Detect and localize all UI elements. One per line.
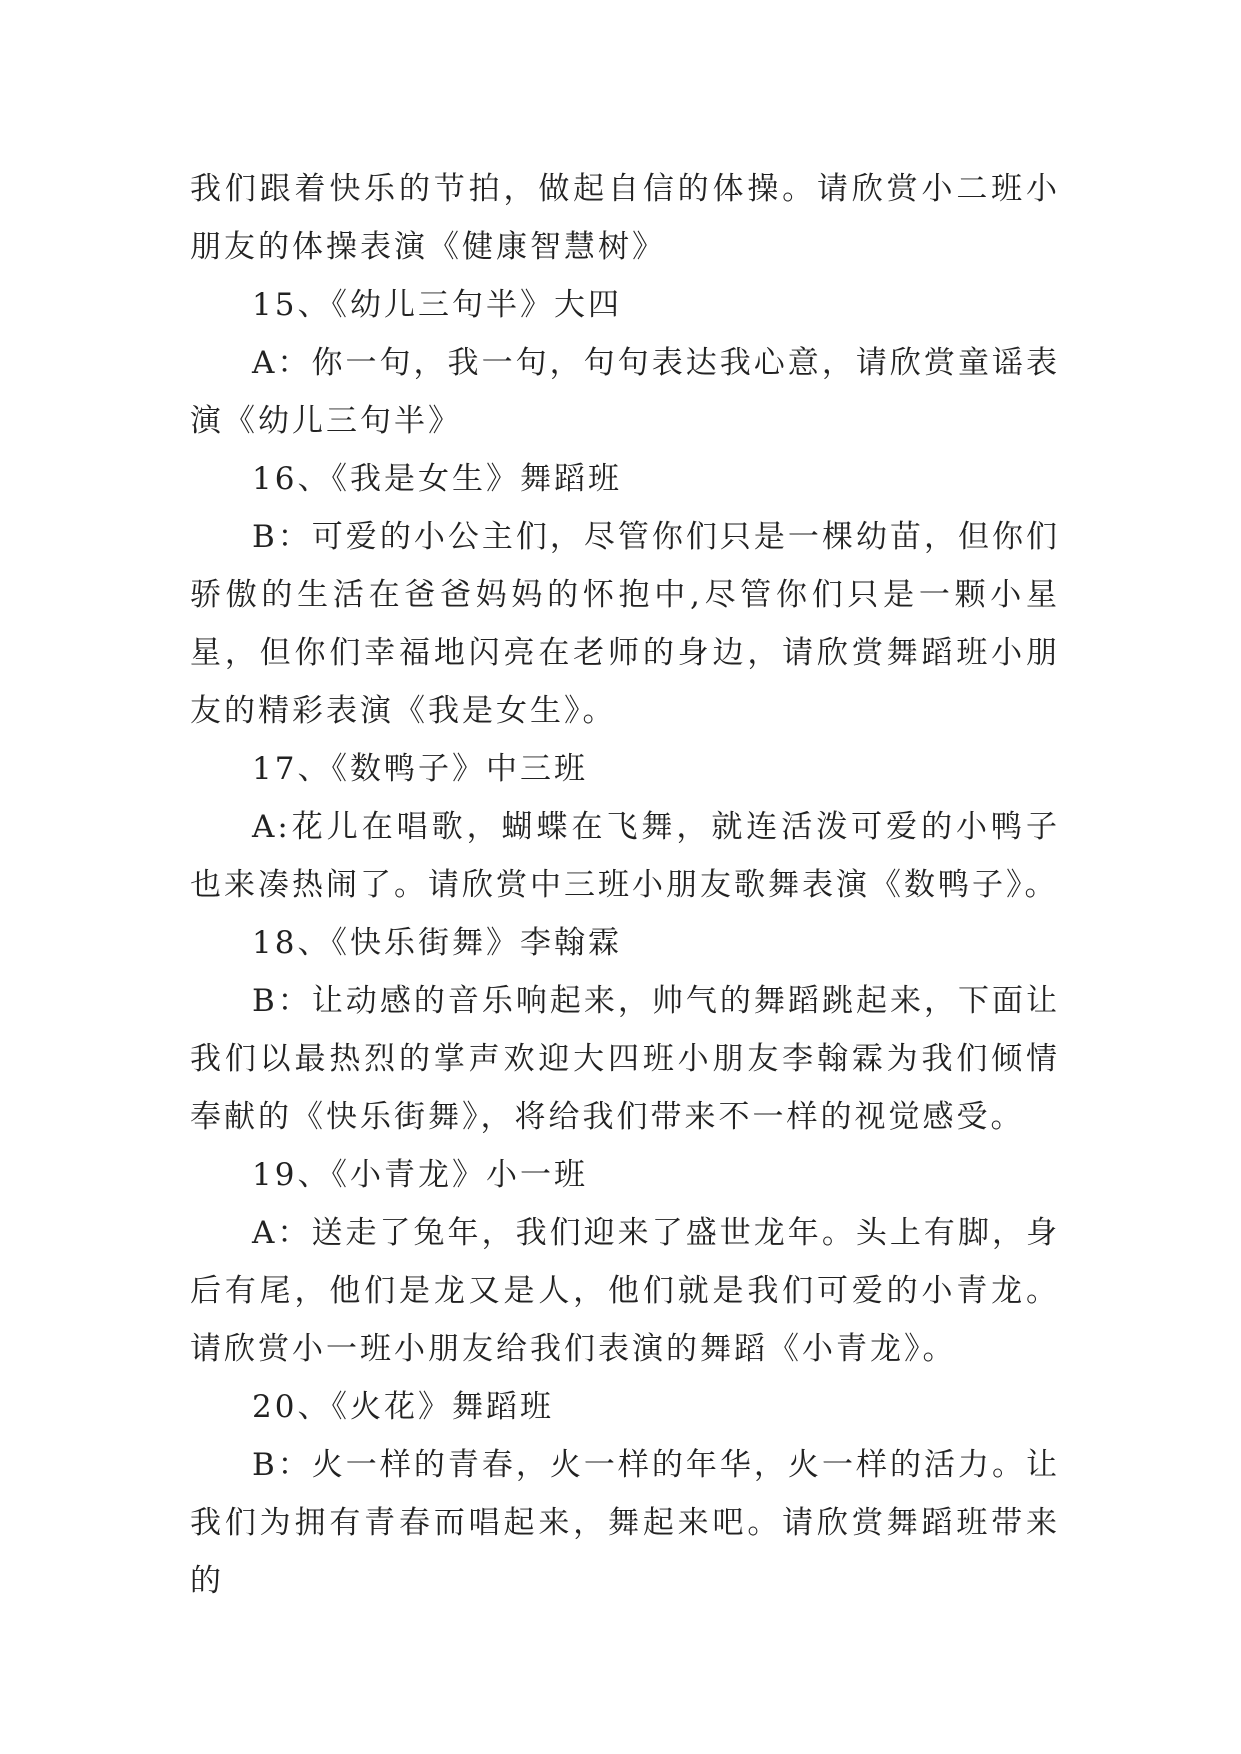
- program-heading-16: 16、《我是女生》舞蹈班: [252, 461, 622, 497]
- document-body: [190, 160, 1060, 1610]
- paragraph-continuation: 我们跟着快乐的节拍，做起自信的体操。请欣赏小二班小朋友的体操表演《健康智慧树》: [190, 171, 1060, 265]
- host-line-15: A：你一句，我一句，句句表达我心意，请欣赏童谣表演《幼儿三句半》: [190, 345, 1060, 439]
- host-line-20: B：火一样的青春，火一样的年华，火一样的活力。让我们为拥有青春而唱起来，舞起来吧。请欣赏舞蹈班带来的: [190, 1447, 1060, 1599]
- host-line-16: B：可爱的小公主们，尽管你们只是一棵幼苗，但你们骄傲的生活在爸爸妈妈的怀抱中,尽管你们只是一颗小星星，但你们幸福地闪亮在老师的身边，请欣赏舞蹈班小朋友的精彩表演《我是女生》。: [190, 519, 1060, 729]
- host-line-19: A：送走了兔年，我们迎来了盛世龙年。头上有脚，身后有尾，他们是龙又是人，他们就是我们可爱的小青龙。请欣赏小一班小朋友给我们表演的舞蹈《小青龙》。: [190, 1215, 1060, 1367]
- host-line-18: B：让动感的音乐响起来，帅气的舞蹈跳起来，下面让我们以最热烈的掌声欢迎大四班小朋友李翰霖为我们倾情奉献的《快乐街舞》，将给我们带来不一样的视觉感受。: [190, 983, 1060, 1135]
- host-line-17: A:花儿在唱歌，蝴蝶在飞舞，就连活泼可爱的小鸭子也来凑热闹了。请欣赏中三班小朋友歌舞表演《数鸭子》。: [190, 809, 1060, 903]
- program-heading-15: 15、《幼儿三句半》大四: [252, 287, 622, 323]
- program-heading-19: 19、《小青龙》小一班: [252, 1157, 588, 1193]
- program-heading-20: 20、《火花》舞蹈班: [252, 1389, 554, 1425]
- program-heading-18: 18、《快乐街舞》李翰霖: [252, 925, 622, 961]
- program-heading-17: 17、《数鸭子》中三班: [252, 751, 588, 787]
